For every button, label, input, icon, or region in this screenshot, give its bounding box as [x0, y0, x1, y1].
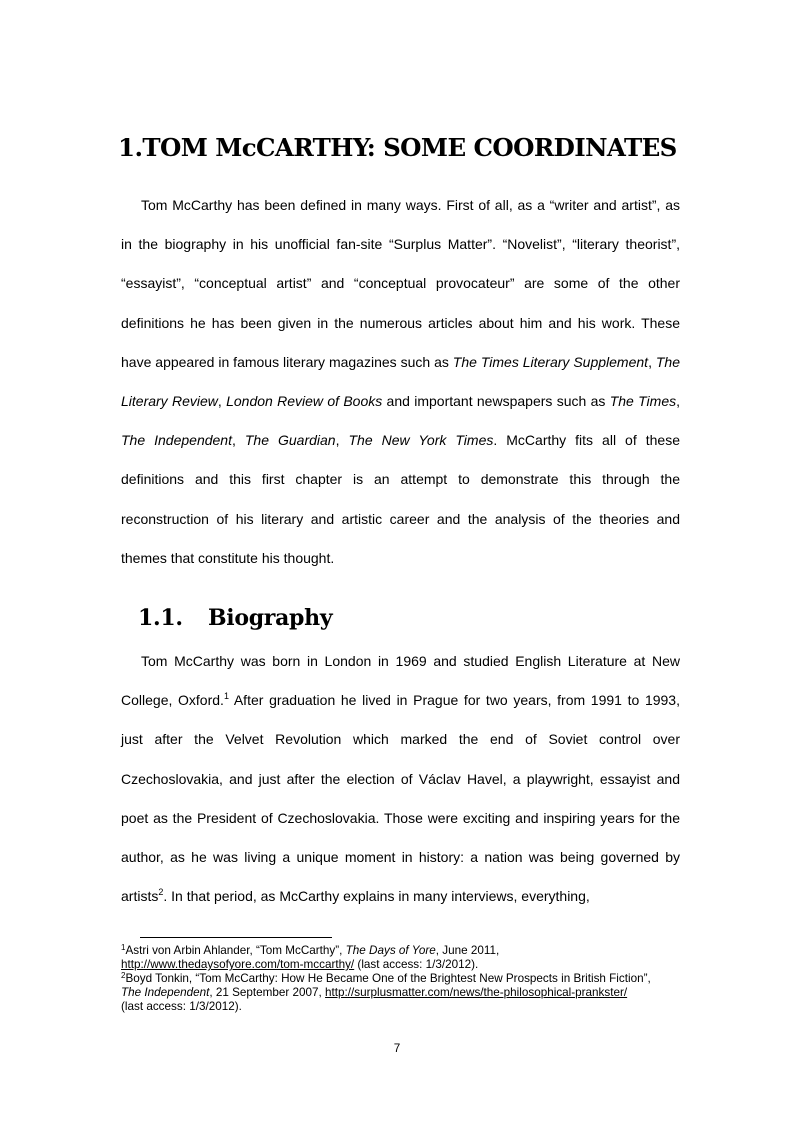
intro-paragraph — [121, 186, 680, 578]
page-number: 7 — [393, 1042, 401, 1055]
newspaper-title: The Times — [609, 393, 677, 410]
footnote-text: (last access: 1/3/2012). — [121, 1000, 242, 1014]
footnote-reference[interactable]: 2 — [158, 887, 164, 898]
footnote-reference[interactable]: 1 — [223, 691, 229, 702]
magazine-title: The Times Literary Supplement — [452, 353, 649, 370]
magazine-title: London Review of Books — [226, 393, 383, 410]
newspaper-title: The New York Times — [348, 432, 494, 449]
biography-text: Tom McCarthy was born in London in 1969 and studied English Literature at New College, Oxford. — [121, 653, 680, 709]
footnote-divider — [140, 937, 332, 938]
footnote-text: Astri von Arbin Ahlander, “Tom McCarthy”, — [125, 944, 346, 957]
newspaper-title: The Guardian — [244, 432, 336, 449]
biography-text: . In that period, as McCarthy explains in many interviews, everything, — [163, 888, 590, 905]
section-heading — [138, 605, 332, 631]
intro-text: and important newspapers such as — [382, 393, 610, 410]
footnote-number: 1 — [121, 943, 126, 952]
newspaper-title: The Independent — [121, 432, 232, 449]
magazine-title: The Literary Review — [121, 353, 680, 410]
intro-text: Tom McCarthy has been defined in many ways. First of all, as a “writer and artist”, as in the biography in his unofficial fan-site “Surplus Matter”. “Novelist”, “literary theorist”, “essayist”, “conceptual artist” and “conceptual provocateur” are some of the other definitions he has been given in the numerous articles about him and his work. These have appeared in famous literary magazines such as — [121, 197, 680, 370]
section-number: 1.1. — [138, 605, 183, 631]
intro-text: . McCarthy fits all of these definitions and this first chapter is an attempt to demonstrate this through the reconstruction of his literary and artistic career and the analysis of the theories and themes that constitute his thought. — [121, 432, 680, 566]
footnote-source-title: The Independent — [121, 986, 210, 1000]
footnote-text: (last access: 1/3/2012). — [354, 958, 479, 972]
separator: , — [335, 432, 349, 449]
section-title: Biography — [208, 605, 333, 631]
separator: , — [676, 393, 680, 410]
footnote-link[interactable]: http://surplusmatter.com/news/the-philosophical-prankster/ — [325, 986, 628, 1000]
footnote-text: , 21 September 2007, — [209, 986, 326, 1000]
biography-text: After graduation he lived in Prague for two years, from 1991 to 1993, just after the Velvet Revolution which marked the end of Soviet control over Czechoslovakia, and just after the election of Václav Havel, a playwright, essayist and poet as the President of Czechoslovakia. Those were exciting and inspiring years for the author, as he was living a unique moment in history: a nation was being governed by artists — [121, 692, 680, 905]
footnote-1 — [121, 944, 701, 972]
separator: , — [231, 432, 245, 449]
footnote-2 — [121, 972, 701, 1014]
separator: , — [648, 353, 656, 370]
footnote-source-title: The Days of Yore — [345, 944, 436, 957]
footnote-link[interactable]: http://www.thedaysofyore.com/tom-mccarthy/ — [121, 958, 355, 972]
footnote-number: 2 — [121, 971, 126, 981]
chapter-title: 1.TOM McCARTHY: SOME COORDINATES — [118, 133, 677, 162]
footnote-text: , June 2011, — [435, 944, 500, 957]
biography-paragraph — [121, 642, 680, 916]
footnotes — [121, 944, 701, 1014]
footnote-text: Boyd Tonkin, “Tom McCarthy: How He Became One of the Brightest New Prospects in British Fiction”, — [125, 972, 651, 986]
separator: , — [217, 393, 227, 410]
